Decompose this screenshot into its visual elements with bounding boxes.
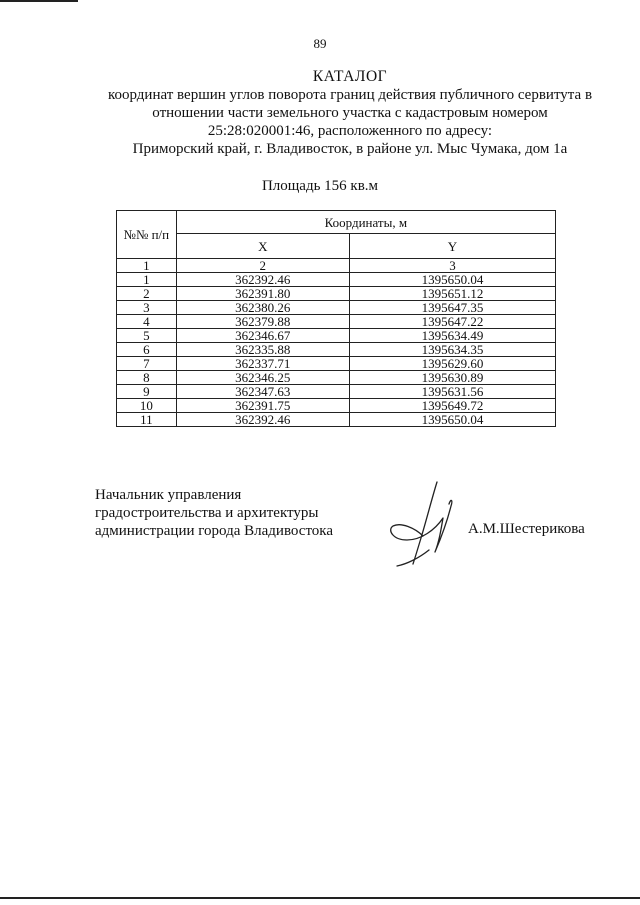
y-value: 1395631.56 [349, 385, 555, 399]
y-value: 1395629.60 [349, 357, 555, 371]
table-row [117, 287, 556, 301]
table-row [117, 371, 556, 385]
column-number-row [117, 259, 556, 273]
x-value: 362347.63 [176, 385, 349, 399]
subtitle-line-3: 25:28:020001:46, расположенного по адресу: [207, 123, 493, 139]
y-value: 1395650.04 [349, 273, 555, 287]
y-value: 1395650.04 [349, 413, 555, 427]
x-value: 362337.71 [176, 357, 349, 371]
coordinates-table [116, 210, 556, 427]
signer-position-line-2: градостроительства и архитектуры [95, 505, 319, 521]
table-row [117, 343, 556, 357]
x-header: X [176, 234, 349, 259]
x-value: 362392.46 [176, 273, 349, 287]
table-row [117, 301, 556, 315]
bottom-rule [0, 897, 640, 899]
y-value: 1395647.22 [349, 315, 555, 329]
table-row [117, 399, 556, 413]
y-value: 1395634.35 [349, 343, 555, 357]
signer-position-line-1: Начальник управления [95, 487, 242, 503]
x-value: 362346.25 [176, 371, 349, 385]
table-row [117, 357, 556, 371]
point-number: 1 [117, 273, 177, 287]
y-value: 1395651.12 [349, 287, 555, 301]
table-row [117, 315, 556, 329]
point-number: 11 [117, 413, 177, 427]
table-header-row [117, 211, 556, 234]
y-value: 1395647.35 [349, 301, 555, 315]
point-number: 3 [117, 301, 177, 315]
catalog-title: КАТАЛОГ [312, 68, 388, 85]
page-number: 89 [313, 36, 327, 51]
signer-name: А.М.Шестерикова [468, 521, 585, 537]
y-value: 1395634.49 [349, 329, 555, 343]
col-number-1: 1 [117, 259, 177, 273]
point-number: 6 [117, 343, 177, 357]
point-number: 2 [117, 287, 177, 301]
x-value: 362392.46 [176, 413, 349, 427]
point-number: 9 [117, 385, 177, 399]
subtitle-line-1: координат вершин углов поворота границ действия публичного сервитута в [107, 87, 593, 103]
x-value: 362379.88 [176, 315, 349, 329]
point-number: 7 [117, 357, 177, 371]
table-row [117, 413, 556, 427]
x-value: 362391.75 [176, 399, 349, 413]
subtitle-line-2: отношении части земельного участка с кадастровым номером [152, 105, 548, 121]
x-value: 362335.88 [176, 343, 349, 357]
subtitle-line-4: Приморский край, г. Владивосток, в районе ул. Мыс Чумака, дом 1а [132, 141, 568, 157]
top-rule [0, 0, 78, 2]
x-value: 362391.80 [176, 287, 349, 301]
point-number: 8 [117, 371, 177, 385]
x-value: 362346.67 [176, 329, 349, 343]
signer-position [95, 486, 333, 540]
table-subheader-row [117, 234, 556, 259]
table-row [117, 329, 556, 343]
num-header: №№ п/п [117, 211, 177, 259]
col-number-2: 2 [176, 259, 349, 273]
y-value: 1395630.89 [349, 371, 555, 385]
x-value: 362380.26 [176, 301, 349, 315]
point-number: 5 [117, 329, 177, 343]
table-row [117, 273, 556, 287]
title-block [60, 68, 640, 158]
signature-image [385, 478, 465, 570]
area-label: Площадь 156 кв.м [261, 178, 379, 194]
y-header: Y [349, 234, 555, 259]
y-value: 1395649.72 [349, 399, 555, 413]
table-row [117, 385, 556, 399]
col-number-3: 3 [349, 259, 555, 273]
coords-header: Координаты, м [176, 211, 555, 234]
signer-position-line-3: администрации города Владивостока [95, 523, 334, 539]
point-number: 10 [117, 399, 177, 413]
point-number: 4 [117, 315, 177, 329]
